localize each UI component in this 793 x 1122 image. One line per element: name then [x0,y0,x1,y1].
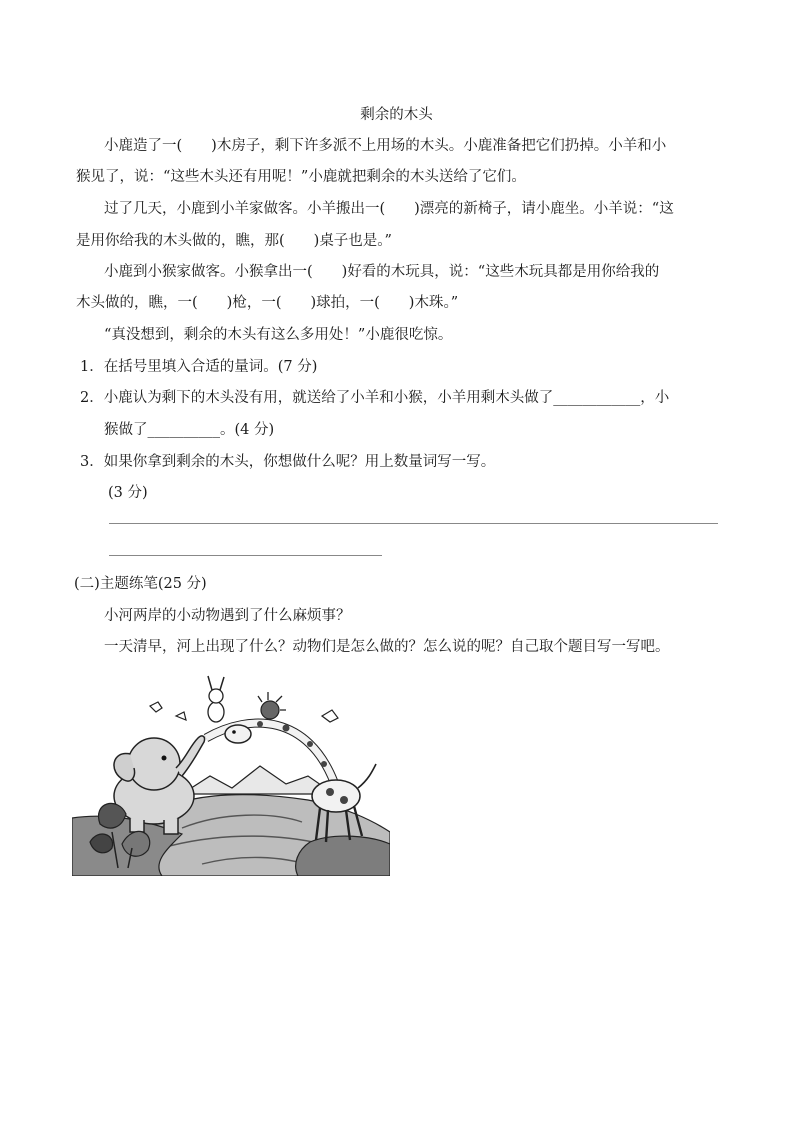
question-3-score: (3 分) [108,485,148,501]
elephant-giraffe-bridge-illustration-icon [72,672,390,876]
story-paragraph-3-line-1: 小鹿到小猴家做客。小猴拿出一( )好看的木玩具，说：“这些木玩具都是用你给我的 [104,264,660,280]
writing-prompt-2: 一天清早，河上出现了什么？动物们是怎么做的？怎么说的呢？自己取个题目写一写吧。 [104,639,670,655]
writing-section-heading: (二)主题练笔(25 分) [74,576,207,592]
story-paragraph-1-line-2: 猴见了，说：“这些木头还有用呢！”小鹿就把剩余的木头送给了它们。 [76,169,526,185]
question-1: 1．在括号里填入合适的量词。(7 分) [80,359,318,375]
story-paragraph-1-line-1: 小鹿造了一( )木房子，剩下许多派不上用场的木头。小鹿准备把它们扔掉。小羊和小 [104,138,667,154]
question-2-line-2: 猴做了__________。(4 分) [104,422,275,438]
answer-line-1[interactable] [109,523,718,524]
story-paragraph-2-line-2: 是用你给我的木头做的，瞧，那( )桌子也是。” [76,233,392,249]
story-paragraph-2-line-1: 过了几天，小鹿到小羊家做客。小羊搬出一( )漂亮的新椅子，请小鹿坐。小羊说：“这 [104,201,674,217]
story-paragraph-4: “真没想到，剩余的木头有这么多用处！”小鹿很吃惊。 [104,327,453,343]
story-title: 剩余的木头 [360,107,433,123]
question-3: 3．如果你拿到剩余的木头，你想做什么呢？用上数量词写一写。 [80,454,496,470]
answer-line-2[interactable] [109,555,382,556]
question-2-line-1: 2．小鹿认为剩下的木头没有用，就送给了小羊和小猴，小羊用剩木头做了____________，小 [80,390,670,406]
story-paragraph-3-line-2: 木头做的，瞧，一( )枪，一( )球拍，一( )木珠。” [76,295,459,311]
writing-prompt-1: 小河两岸的小动物遇到了什么麻烦事？ [104,608,351,624]
